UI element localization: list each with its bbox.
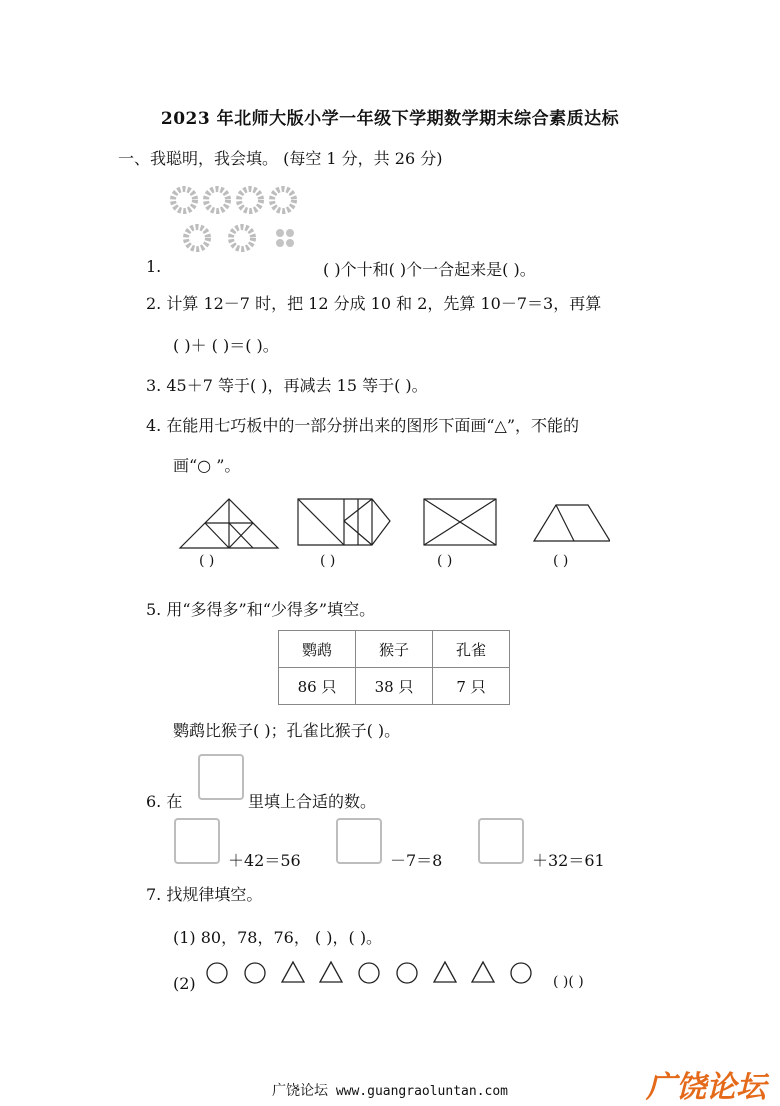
- answer-box[interactable]: [336, 818, 382, 864]
- q7-part2-blanks[interactable]: ( )( ): [553, 974, 584, 990]
- q4-blank-4[interactable]: ( ): [553, 553, 569, 569]
- q4-line2: 画“○ ”。: [173, 456, 241, 475]
- answer-box[interactable]: [174, 818, 220, 864]
- tangram-rectangle-cross: [424, 499, 496, 545]
- table-cell: 38 只: [356, 668, 433, 705]
- triangle-shape: [320, 962, 342, 982]
- q6-eq-3: ＋32＝61: [532, 851, 605, 870]
- animal-count-table: [278, 630, 510, 705]
- q1-illustration: [164, 180, 314, 260]
- ten-ring: [173, 189, 195, 211]
- q1-number: 1.: [146, 257, 162, 276]
- q6-prefix: 6. 在: [146, 792, 183, 811]
- table-header-row: [279, 631, 510, 668]
- q5-answer: 鹦鹉比猴子( )；孔雀比猴子( )。: [173, 721, 401, 740]
- ten-ring: [206, 189, 228, 211]
- table-header-cell: 鹦鹉: [279, 631, 356, 668]
- q3-text: 3. 45＋7 等于( )，再减去 15 等于( )。: [146, 376, 428, 395]
- pattern-sequence: [205, 958, 545, 988]
- table-cell: 7 只: [433, 668, 510, 705]
- triangle-shape: [282, 962, 304, 982]
- circle-shape: [207, 963, 227, 983]
- ten-ring: [231, 227, 253, 249]
- circle-shape: [245, 963, 265, 983]
- q7-text: 7. 找规律填空。: [146, 885, 263, 904]
- tangram-square-arrow: [298, 499, 390, 545]
- q5-text: 5. 用“多得多”和“少得多”填空。: [146, 600, 376, 619]
- table-header-cell: 猴子: [356, 631, 433, 668]
- one-bead: [286, 239, 294, 247]
- one-bead: [286, 229, 294, 237]
- q6-eq-2: －7＝8: [390, 851, 443, 870]
- q1-text: ( )个十和( )个一合起来是( )。: [323, 260, 536, 279]
- triangle-shape: [472, 962, 494, 982]
- q2-line2: ( )＋ ( )＝( )。: [173, 336, 279, 355]
- answer-box[interactable]: [478, 818, 524, 864]
- tangram-triangle: [180, 499, 278, 548]
- q2-line1: 2. 计算 12－7 时，把 12 分成 10 和 2，先算 10－7＝3，再算: [146, 294, 602, 313]
- table-header-cell: 孔雀: [433, 631, 510, 668]
- q4-blank-3[interactable]: ( ): [437, 553, 453, 569]
- q7-part1: (1) 80，78，76， ( )，( )。: [173, 928, 383, 947]
- circle-shape: [397, 963, 417, 983]
- table-cell: 86 只: [279, 668, 356, 705]
- q4-line1: 4. 在能用七巧板中的一部分拼出来的图形下面画“△”，不能的: [146, 416, 580, 435]
- footer-url[interactable]: www.guangraoluntan.com: [335, 1084, 508, 1099]
- ten-ring: [239, 189, 261, 211]
- section-heading: 一、我聪明，我会填。 (每空 1 分，共 26 分): [118, 149, 443, 168]
- tangram-trapezoid: [534, 505, 610, 541]
- page-title: 2023 年北师大版小学一年级下学期数学期末综合素质达标: [160, 109, 620, 129]
- one-bead: [276, 229, 284, 237]
- answer-box-example: [198, 754, 244, 800]
- table-row: [279, 668, 510, 705]
- triangle-shape: [434, 962, 456, 982]
- q4-blank-1[interactable]: ( ): [199, 553, 215, 569]
- circle-shape: [359, 963, 379, 983]
- q6-eq-1: ＋42＝56: [228, 851, 301, 870]
- tangram-figures: [170, 495, 610, 555]
- q6-suffix: 里填上合适的数。: [248, 792, 377, 811]
- one-bead: [276, 239, 284, 247]
- q7-part2-label: (2): [173, 974, 196, 993]
- ten-ring: [272, 189, 294, 211]
- footer-site-name: 广饶论坛: [271, 1083, 328, 1099]
- q4-blank-2[interactable]: ( ): [320, 553, 336, 569]
- site-logo: 广饶论坛: [646, 1070, 766, 1105]
- circle-shape: [511, 963, 531, 983]
- ten-ring: [186, 227, 208, 249]
